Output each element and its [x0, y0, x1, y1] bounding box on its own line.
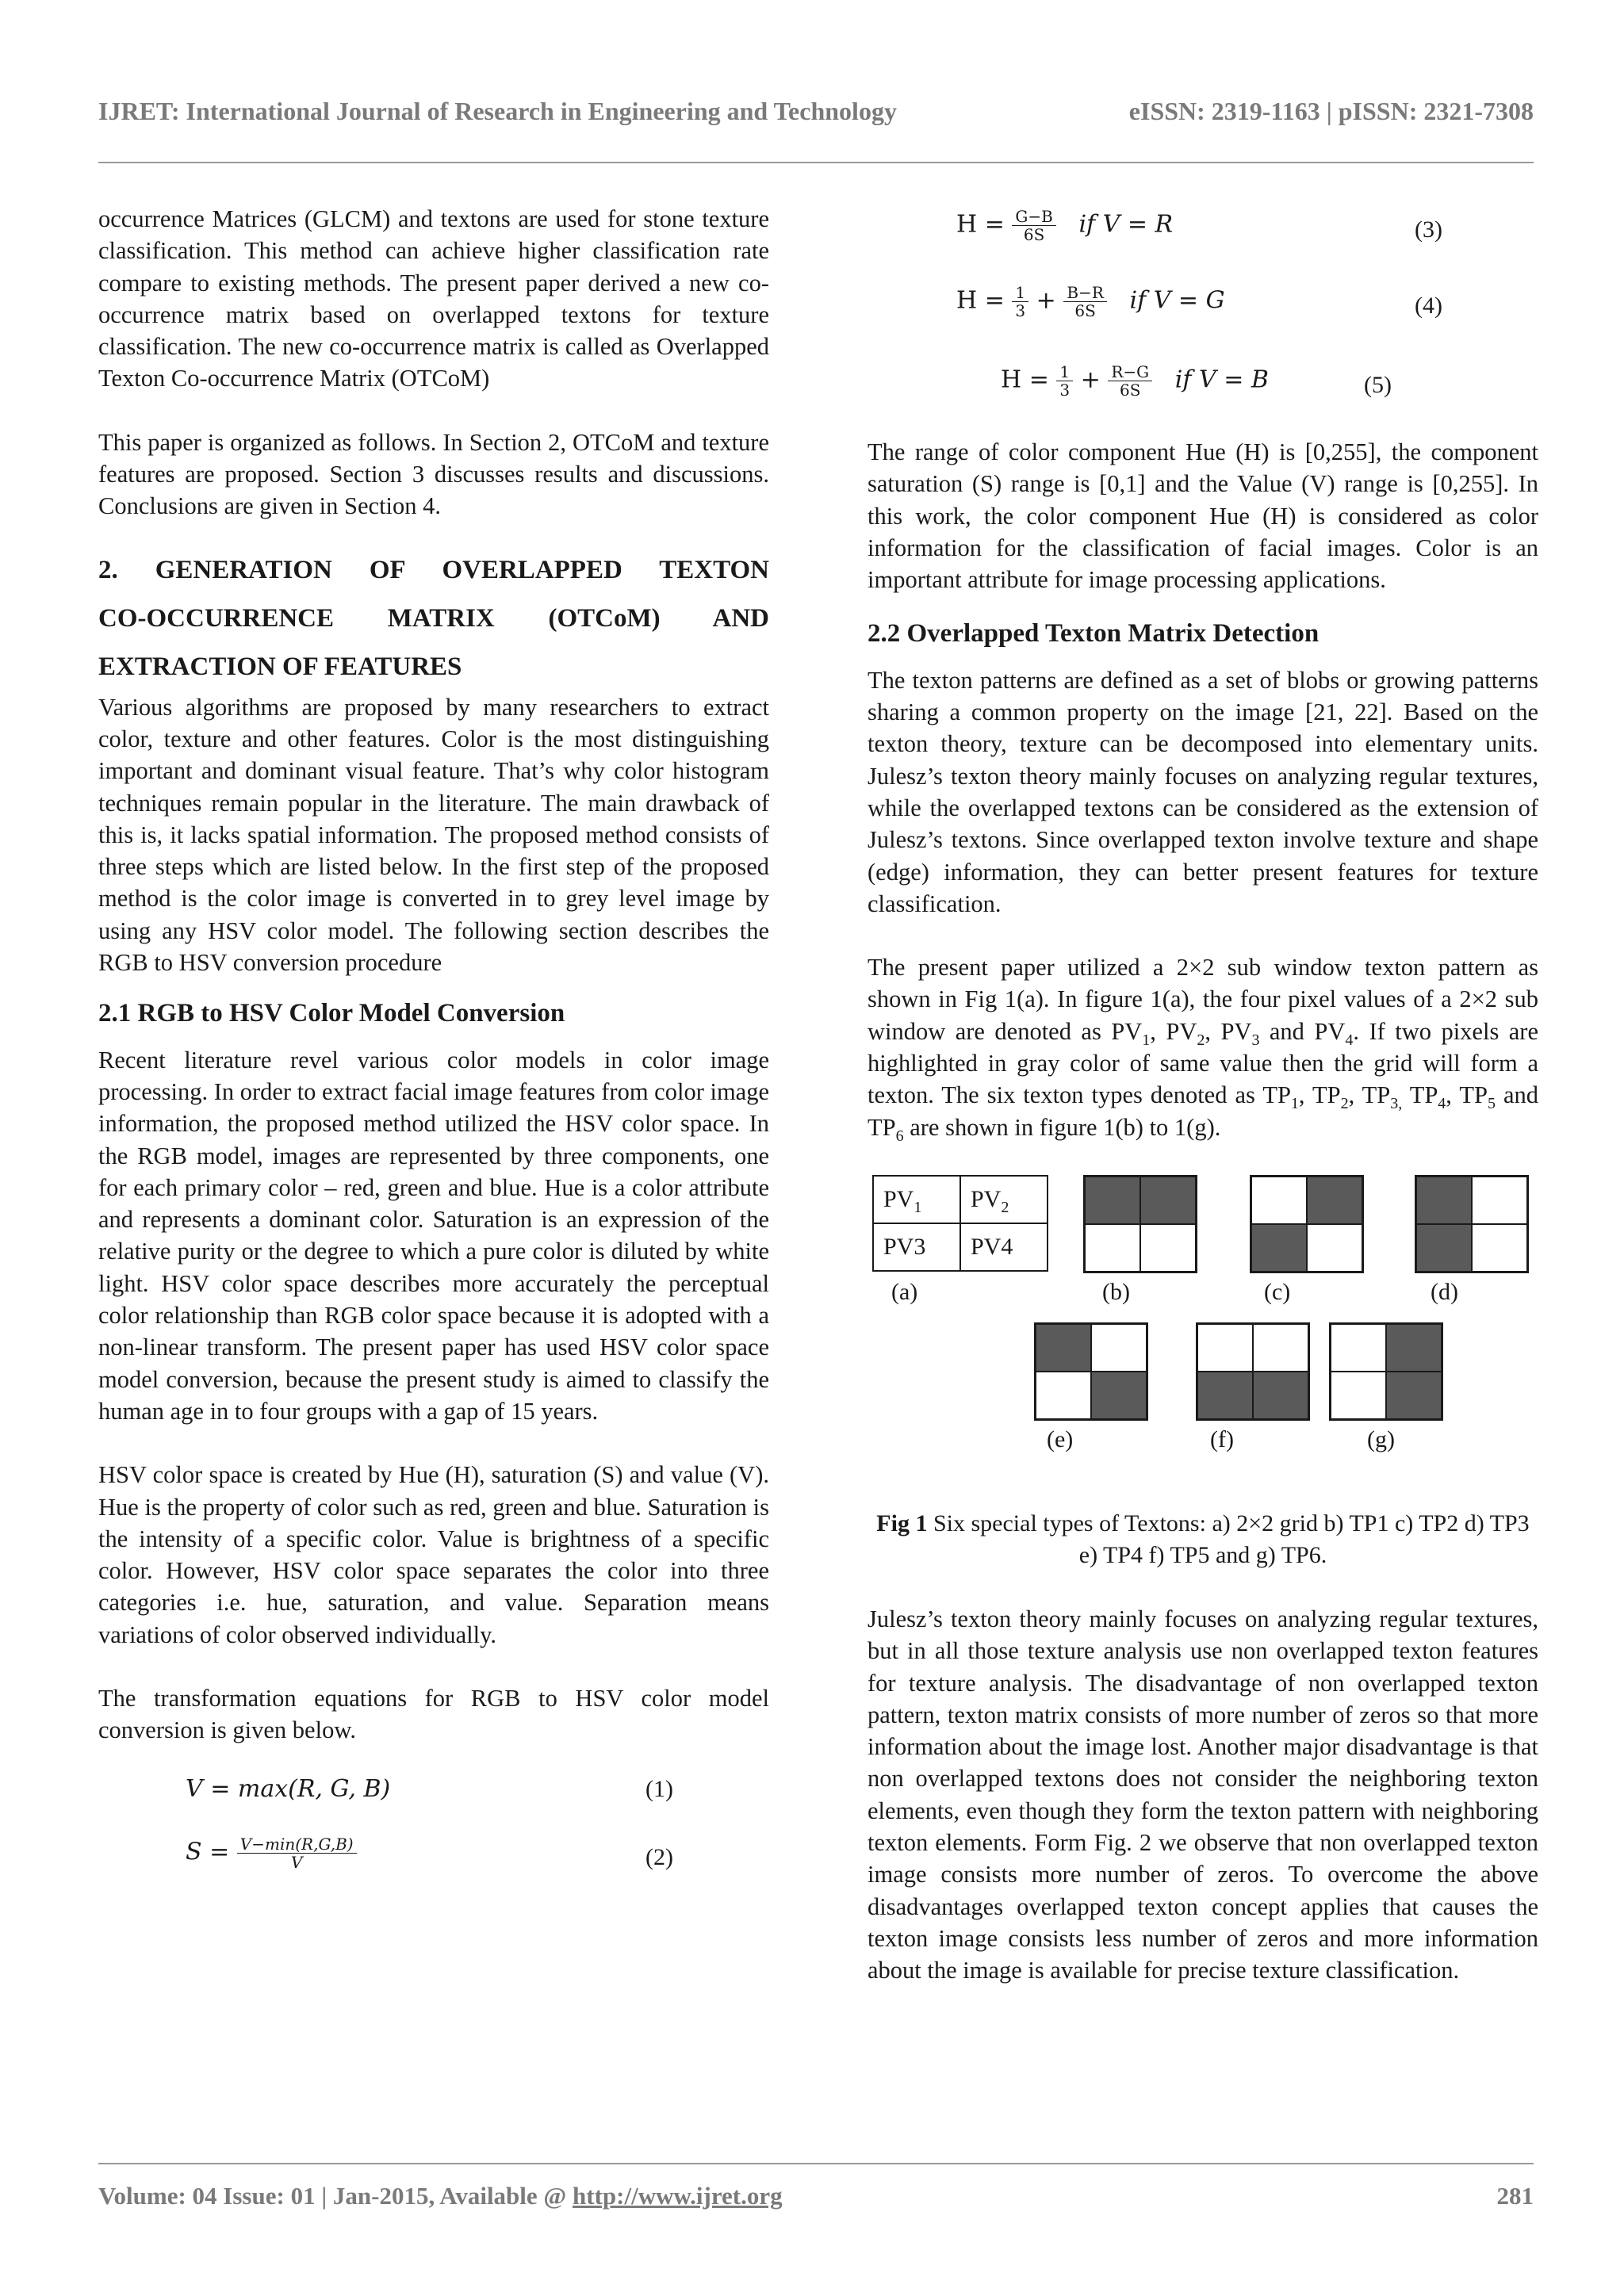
equation-5-number: (5) [1364, 372, 1392, 398]
equation-5-condition: if V = B [1174, 365, 1269, 394]
equation-4-condition: if V = G [1129, 286, 1225, 315]
intro-paragraph-2: This paper is organized as follows. In Section 2, OTCoM and texture features are proposed. Section 3 discusses results and discussions. Conclusions are given in Section 4. [98, 428, 769, 520]
figure-1 [868, 1175, 1538, 1508]
section-2-1-heading: 2.1 RGB to HSV Color Model Conversion [98, 999, 565, 1028]
figure-label-e: (e) [1047, 1425, 1074, 1452]
section-2-1-paragraph-3: The transformation equations for RGB to HSV color model conversion is given below. [98, 1684, 769, 1744]
figure-label-f: (f) [1210, 1425, 1234, 1452]
issn-text: eISSN: 2319-1163 | pISSN: 2321-7308 [1128, 97, 1534, 125]
journal-link[interactable]: http://www.ijret.org [573, 2182, 783, 2210]
equation-4-fraction-a-numerator: 1 [1012, 284, 1028, 302]
figure-label-g: (g) [1367, 1425, 1395, 1452]
hue-range-paragraph: The range of color component Hue (H) is [0,255], the component saturation (S) range is [0,1] and the Value (V) range is [0,255]. In this work, the color component Hue (H) is considered as color information for the classification of facial images. Color is an important attribute for image processing applications. [868, 438, 1538, 594]
equation-2 [98, 1827, 769, 1883]
section-2-2-paragraph-1: The texton patterns are defined as a set of blobs or growing patterns sharing a common property on the image [21, 22]. Based on the texton theory, texture can be decomposed into elementary units. Julesz’s texton theory mainly focuses on analyzing regular textures, while the overlapped textons can be considered as the extension of Julesz’s textons. Since overlapped texton involve texture and shape (edge) information, they can better present features for texture classification. [868, 666, 1538, 917]
equation-4-plus: + [1036, 286, 1056, 315]
section-2-heading [98, 546, 769, 691]
texton-tp4 [1034, 1322, 1148, 1421]
footer-rule [98, 2163, 1534, 2164]
equation-2-lhs: S = [186, 1838, 230, 1866]
journal-title: IJRET: International Journal of Research in Engineering and Technology [98, 97, 897, 125]
figure-1-caption: Fig 1 Six special types of Textons: a) 2×2 grid b) TP1 c) TP2 d) TP3 e) TP4 f) TP5 and g) TP6. [876, 1510, 1530, 1568]
page-footer [98, 2182, 1534, 2210]
pv2-cell: $PV_2$ [960, 1176, 1048, 1223]
equation-5-plus: + [1080, 365, 1101, 394]
intro-paragraph-1: occurrence Matrices (GLCM) and textons are used for stone texture classification. This method can achieve higher classification rate compare to existing methods. The present paper derived a new co-occurrence matrix based on overlapped textons for texture classification. The new co-occurrence matrix is called as Overlapped Texton Co-occurrence Matrix (OTCoM) [98, 205, 769, 392]
texton-tp2 [1250, 1175, 1364, 1273]
section-2-1-paragraph-1: Recent literature revel various color models in color image processing. In order to extract facial image features from color image information, the proposed method utilized the HSV color space. In the RGB model, images are represented by three components, one for each primary color – red, green and blue. Hue is a color attribute and represents a dominant color. Saturation is an expression of the relative purity or the degree to which a pure color is diluted by white light. HSV color space describes more accurately the perceptual color relationship than RGB color space because it is adopted with a non-linear transform. The present paper has used HSV color space model conversion, because the present study is aimed to classify the human age in to four groups with a gap of 15 years. [98, 1046, 770, 1425]
equation-2-denominator: V [290, 1852, 303, 1872]
figure-label-b: (b) [1102, 1278, 1130, 1305]
equation-2-numerator: V−min(R,G,B) [237, 1835, 357, 1854]
texton-tp5 [1196, 1322, 1310, 1421]
figure-label-a: (a) [891, 1278, 918, 1305]
equation-3-denominator: 6S [1023, 225, 1045, 244]
equation-1-number: (1) [645, 1775, 673, 1802]
section-2-heading-line-2: CO-OCCURRENCE MATRIX (OTCoM) AND [98, 603, 769, 633]
equation-3-numerator: G−B [1012, 208, 1055, 226]
header-rule [98, 162, 1534, 163]
page-number: 281 [1496, 2182, 1534, 2210]
equation-1 [98, 1767, 769, 1815]
texton-tp6 [1329, 1322, 1443, 1421]
figure-1a-grid [872, 1175, 1048, 1272]
figure-label-c: (c) [1264, 1278, 1291, 1305]
equation-4-denominator: 6S [1074, 301, 1096, 320]
section-2-1-paragraph-2: HSV color space is created by Hue (H), saturation (S) and value (V). Hue is the property of color such as red, green and blue. Saturation is the intensity of a specific color. Value is brightness of a specific color. However, HSV color space separates the color into three categories i.e. hue, saturation, and value. Separation means variations of color observed individually. [98, 1461, 769, 1648]
equation-5 [868, 363, 1538, 436]
section-2-2-paragraph-2: The present paper utilized a 2×2 sub window texton pattern as shown in Fig 1(a). In figure 1(a), the four pixel values of a 2×2 sub window are denoted as $PV_1$, $PV_2$, $PV_3$ and $PV_4$. If two pixels are highlighted in gray color of same value then the grid will form a texton. The six texton types denoted as $TP_1$, $TP_2$, $TP_{3,}$ $TP_4$, $TP_5$ and $TP_6$ are shown in figure 1(b) to 1(g). [868, 954, 1539, 1145]
equation-5-denominator: 6S [1120, 381, 1141, 400]
equation-5-lhs: H = [1001, 365, 1049, 394]
section-2-2-heading: 2.2 Overlapped Texton Matrix Detection [868, 619, 1320, 649]
equation-4 [868, 284, 1538, 363]
volume-info: Volume: 04 Issue: 01 | Jan-2015, Available @ [98, 2182, 573, 2210]
section-2-heading-line-1: 2. GENERATION OF OVERLAPPED TEXTON [98, 555, 769, 584]
equation-1-expression: V = max(R, G, B) [186, 1774, 391, 1803]
equation-4-numerator: B−R [1063, 284, 1107, 302]
right-column [868, 208, 1538, 1987]
equation-4-number: (4) [1415, 293, 1442, 319]
left-column [98, 203, 769, 1883]
texton-tp3 [1415, 1175, 1529, 1273]
equation-3-number: (3) [1415, 216, 1442, 243]
pv4-cell: PV4 [960, 1223, 1048, 1271]
equation-5-fraction-a-denominator: 3 [1059, 381, 1071, 400]
equation-5-fraction-a-numerator: 1 [1056, 363, 1073, 381]
pv3-cell: PV3 [873, 1223, 960, 1271]
pv1-cell: $PV_1$ [873, 1176, 960, 1223]
texton-tp1 [1083, 1175, 1197, 1273]
overlap-paragraph: Julesz’s texton theory mainly focuses on analyzing regular textures, but in all those texture analysis use non overlapped texton features for texture analysis. The disadvantage of non overlapped texton pattern, texton matrix consists of more number of zeros so that more information about the image lost. Another major disadvantage is that non overlapped textons does not consider the neighboring texton elements, even though they form the texton pattern with neighboring texton elements. Form Fig. 2 we observe that non overlapped texton image consists more number of zeros. To overcome the above disadvantages overlapped texton concept applies that causes the texton image consists less number of zeros and more information about the image is available for precise texture classification. [868, 1605, 1538, 1984]
section-2-paragraph: Various algorithms are proposed by many researchers to extract color, texture and other features. Color is the most distinguishing important and dominant visual feature. That’s why color histogram techniques remain popular in the literature. The main drawback of this is, it lacks spatial information. The proposed method consists of three steps which are listed below. In the first step of the proposed method is the color image is converted in to grey level image by using any HSV color model. The following section describes the RGB to HSV conversion procedure [98, 693, 769, 977]
equation-3-lhs: H = [956, 210, 1005, 239]
figure-label-d: (d) [1431, 1278, 1458, 1305]
page-header [98, 97, 1534, 141]
equation-4-lhs: H = [956, 286, 1005, 315]
equation-5-numerator: R−G [1108, 363, 1152, 381]
equation-3 [868, 208, 1538, 284]
equation-4-fraction-a-denominator: 3 [1015, 301, 1026, 320]
section-2-heading-line-3: EXTRACTION OF FEATURES [98, 652, 462, 681]
equation-3-condition: if V = R [1078, 210, 1174, 239]
equation-2-number: (2) [645, 1843, 673, 1870]
